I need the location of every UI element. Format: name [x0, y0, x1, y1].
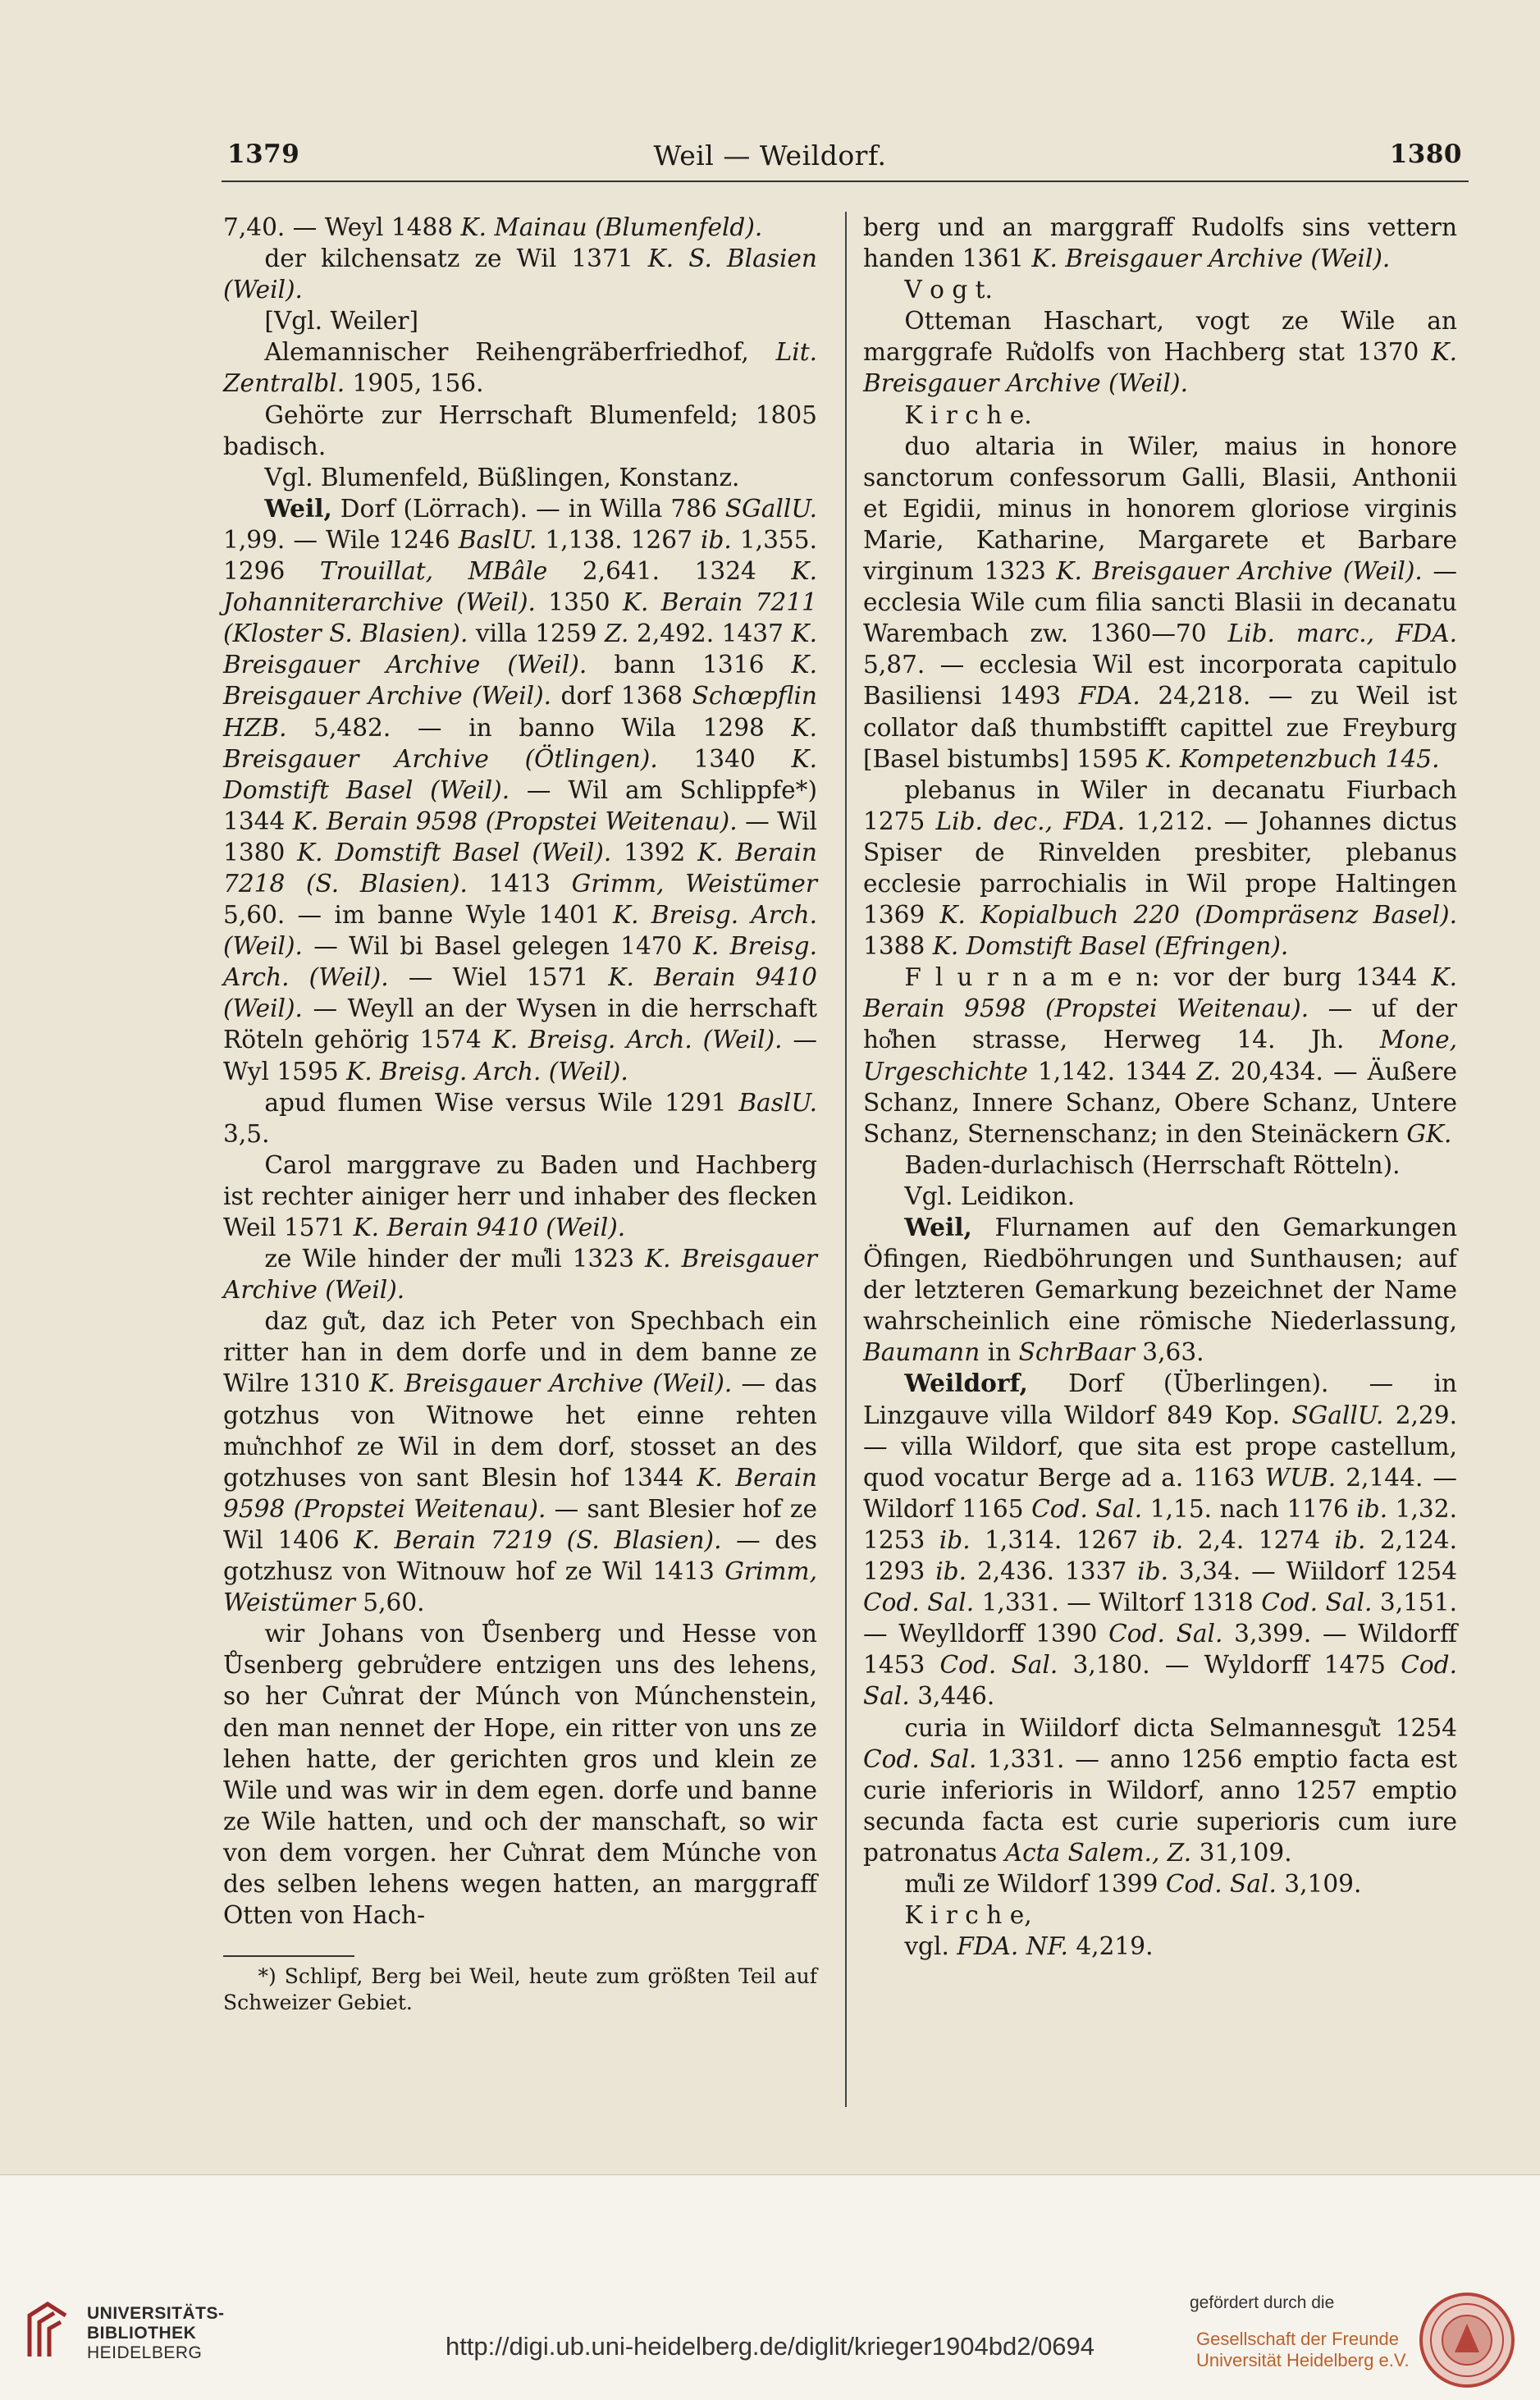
entry-paragraph: Vgl. Leidikon.: [904, 1182, 1076, 1210]
entry-paragraph: wir Johans von Ůsenberg und Hesse von Ůsenberg gebru͛dere entzigen uns des lehens, so her Cu͛nrat der Múnch von Múnchenstein, den man nennet der Hope, ein ritter von uns ze lehen hatte, der gerichten gros und klein ze Wile und was wir in dem egen. dorfe und banne ze Wile hatten, und och der manschaft, so wir von dem vorgen. her Cu͛nrat dem Múnche von des selben lehens wegen hatten, an marggraff Otten von Hach-: [223, 1620, 817, 1930]
library-name-line3: HEIDELBERG: [87, 2343, 203, 2362]
entry-paragraph: F l u r n a m e n: vor der burg 1344 K. Berain 9598 (Propstei Weitenau). — uf der ho͛hen strasse, Herweg 14. Jh. Mone, Urgeschichte 1,142. 1344 Z. 20,434. — Äußere Schanz, Innere Schanz, Obere Schanz, Untere Schanz, Sternenschanz; in den Steinäckern GK.: [863, 963, 1458, 1148]
entry-paragraph: plebanus in Wiler in decanatu Fiurbach 1275 Lib. dec., FDA. 1,212. — Johannes dictus Spiser de Rinvelden presbiter, plebanus ecclesie parrochialis in Wil prope Haltingen 1369 K. Kopialbuch 220 (Dompräsenz Basel). 1388 K. Domstift Basel (Efringen).: [863, 775, 1457, 961]
entry-paragraph: der kilchensatz ze Wil 1371 K. S. Blasien (Weil).: [223, 245, 817, 304]
library-name-line1: UNIVERSITÄTS-: [87, 2304, 225, 2323]
entry-paragraph: curia in Wiildorf dicta Selmannesgu͛t 1254 Cod. Sal. 1,331. — anno 1256 emptio facta est curie inferioris in Wildorf, anno 1257 emptio secunda facta est curie superioris cum iure patronatus Acta Salem., Z. 31,109.: [863, 1713, 1457, 1867]
entry-paragraph: [Vgl. Weiler]: [264, 307, 419, 336]
university-seal-icon: [1418, 2291, 1516, 2389]
entry-paragraph: Alemannischer Reihengräberfriedhof, Lit. Zentralbl. 1905, 156.: [223, 338, 817, 398]
entry-paragraph: K i r c h e,: [904, 1901, 1032, 1930]
entry-paragraph: K i r c h e.: [904, 400, 1032, 429]
right-column: [863, 212, 1457, 1962]
footnote-rule: [223, 1955, 354, 1957]
source-url-link[interactable]: http://digi.ub.uni-heidelberg.de/diglit/krieger1904bd2/0694: [445, 2332, 1095, 2361]
entry-paragraph: 7,40. — Weyl 1488 K. Mainau (Blumenfeld).: [223, 213, 763, 241]
left-column-text: [223, 212, 817, 1931]
funded-by-label: gefördert durch die: [1190, 2293, 1335, 2312]
entry-paragraph: Gehörte zur Herrschaft Blumenfeld; 1805 badisch.: [223, 400, 817, 460]
page-number-left: 1379: [227, 139, 300, 169]
entry-paragraph: Carol marggrave zu Baden und Hachberg ist rechter ainiger herr und inhaber des flecken Weil 1571 K. Berain 9410 (Weil).: [223, 1150, 817, 1241]
society-name-line2: Universität Heidelberg e.V.: [1196, 2350, 1410, 2370]
running-title: Weil — Weildorf.: [653, 139, 887, 171]
page-number-right: 1380: [1389, 139, 1462, 169]
entry-paragraph: Vgl. Blumenfeld, Büßlingen, Konstanz.: [264, 463, 740, 491]
entry-paragraph: berg und an marggraff Rudolfs sins vettern handen 1361 K. Breisgauer Archive (Weil).: [863, 213, 1457, 273]
entry-paragraph: daz gu͛t, daz ich Peter von Spechbach ein ritter han in dem dorfe und in dem banne ze Wilre 1310 K. Breisgauer Archive (Weil). — das gotzhus von Witnowe het einne rehten mu͛nchhof ze Wil in dem dorf, stosset an des gotzhuses von sant Blesin hof 1344 K. Berain 9598 (Propstei Weitenau). — sant Blesier hof ze Wil 1406 K. Berain 7219 (S. Blasien). — des gotzhusz von Witnouw hof ze Wil 1413 Grimm, Weistümer 5,60.: [223, 1307, 817, 1617]
entry-paragraph: Weildorf, Dorf (Überlingen). — in Linzgauve villa Wildorf 849 Kop. SGallU. 2,29. — villa Wildorf, que sita est prope castellum, quod vocatur Berge ad a. 1163 WUB. 2,144. — Wildorf 1165 Cod. Sal. 1,15. nach 1176 ib. 1,32. 1253 ib. 1,314. 1267 ib. 2,4. 1274 ib. 2,124. 1293 ib. 2,436. 1337 ib. 3,34. — Wiildorf 1254 Cod. Sal. 1,331. — Wiltorf 1318 Cod. Sal. 3,151. — Weylldorff 1390 Cod. Sal. 3,399. — Wildorff 1453 Cod. Sal. 3,180. — Wyldorff 1475 Cod. Sal. 3,446.: [863, 1369, 1458, 1711]
header-rule: [222, 181, 1469, 182]
footer-divider: [0, 2174, 1540, 2175]
column-divider: [845, 212, 847, 2107]
entry-paragraph: apud flumen Wise versus Wile 1291 BaslU. 3,5.: [223, 1088, 817, 1148]
entry-paragraph: Weil, Dorf (Lörrach). — in Willa 786 SGallU. 1,99. — Wile 1246 BaslU. 1,138. 1267 ib. 1,355. 1296 Trouillat, MBâle 2,641. 1324 K. Johanniterarchive (Weil). 1350 K. Berain 7211 (Kloster S. Blasien). villa 1259 Z. 2,492. 1437 K. Breisgauer Archive (Weil). bann 1316 K. Breisgauer Archive (Weil). dorf 1368 Schœpflin HZB. 5,482. — in banno Wila 1298 K. Breisgauer Archive (Ötlingen). 1340 K. Domstift Basel (Weil). — Wil am Schlippfe*) 1344 K. Berain 9598 (Propstei Weitenau). — Wil 1380 K. Domstift Basel (Weil). 1392 K. Berain 7218 (S. Blasien). 1413 Grimm, Weistümer 5,60. — im banne Wyle 1401 K. Breisg. Arch. (Weil). — Wil bi Basel gelegen 1470 K. Breisg. Arch. (Weil). — Wiel 1571 K. Berain 9410 (Weil). — Weyll an der Wysen in die herrschaft Röteln gehörig 1574 K. Breisg. Arch. (Weil). — Wyl 1595 K. Breisg. Arch. (Weil).: [223, 493, 817, 1086]
society-name-line1: Gesellschaft der Freunde: [1196, 2329, 1400, 2349]
right-column-text: [863, 212, 1457, 1962]
entry-paragraph: vgl. FDA. NF. 4,219.: [904, 1932, 1154, 1961]
entry-paragraph: mu͛li ze Wildorf 1399 Cod. Sal. 3,109.: [904, 1869, 1362, 1898]
entry-paragraph: Otteman Haschart, vogt ze Wile an marggrafe Ru͛dolfs von Hachberg stat 1370 K. Breisgauer Archive (Weil).: [863, 307, 1457, 398]
left-column: [223, 212, 817, 2016]
entry-paragraph: duo altaria in Wiler, maius in honore sanctorum confessorum Galli, Blasii, Anthonii et Egidii, minus in honorem gloriose virginis Marie, Katharine, Margarete et Barbare virginum 1323 K. Breisgauer Archive (Weil). — ecclesia Wile cum filia sancti Blasii in decanatu Warembach zw. 1360—70 Lib. marc., FDA. 5,87. — ecclesia Wil est incorporata capitulo Basiliensi 1493 FDA. 24,218. — zu Weil ist collator daß thumbstifft capittel zue Freyburg [Basel bistumbs] 1595 K. Kompetenzbuch 145.: [863, 432, 1458, 773]
footnote: *) Schlipf, Berg bei Weil, heute zum größten Teil auf Schweizer Gebiet.: [223, 1964, 817, 2015]
entry-paragraph: V o g t.: [904, 276, 993, 304]
entry-paragraph: ze Wile hinder der mu͛li 1323 K. Breisgauer Archive (Weil).: [223, 1245, 817, 1305]
entry-paragraph: Baden-durlachisch (Herrschaft Rötteln).: [904, 1150, 1401, 1179]
library-name-line2: BIBLIOTHEK: [87, 2324, 197, 2343]
entry-paragraph: Weil, Flurnamen auf den Gemarkungen Öfingen, Riedböhrungen und Sunthausen; auf der letzteren Gemarkung bezeichnet der Name wahrscheinlich eine römische Niederlassung, Baumann in SchrBaar 3,63.: [863, 1213, 1457, 1367]
